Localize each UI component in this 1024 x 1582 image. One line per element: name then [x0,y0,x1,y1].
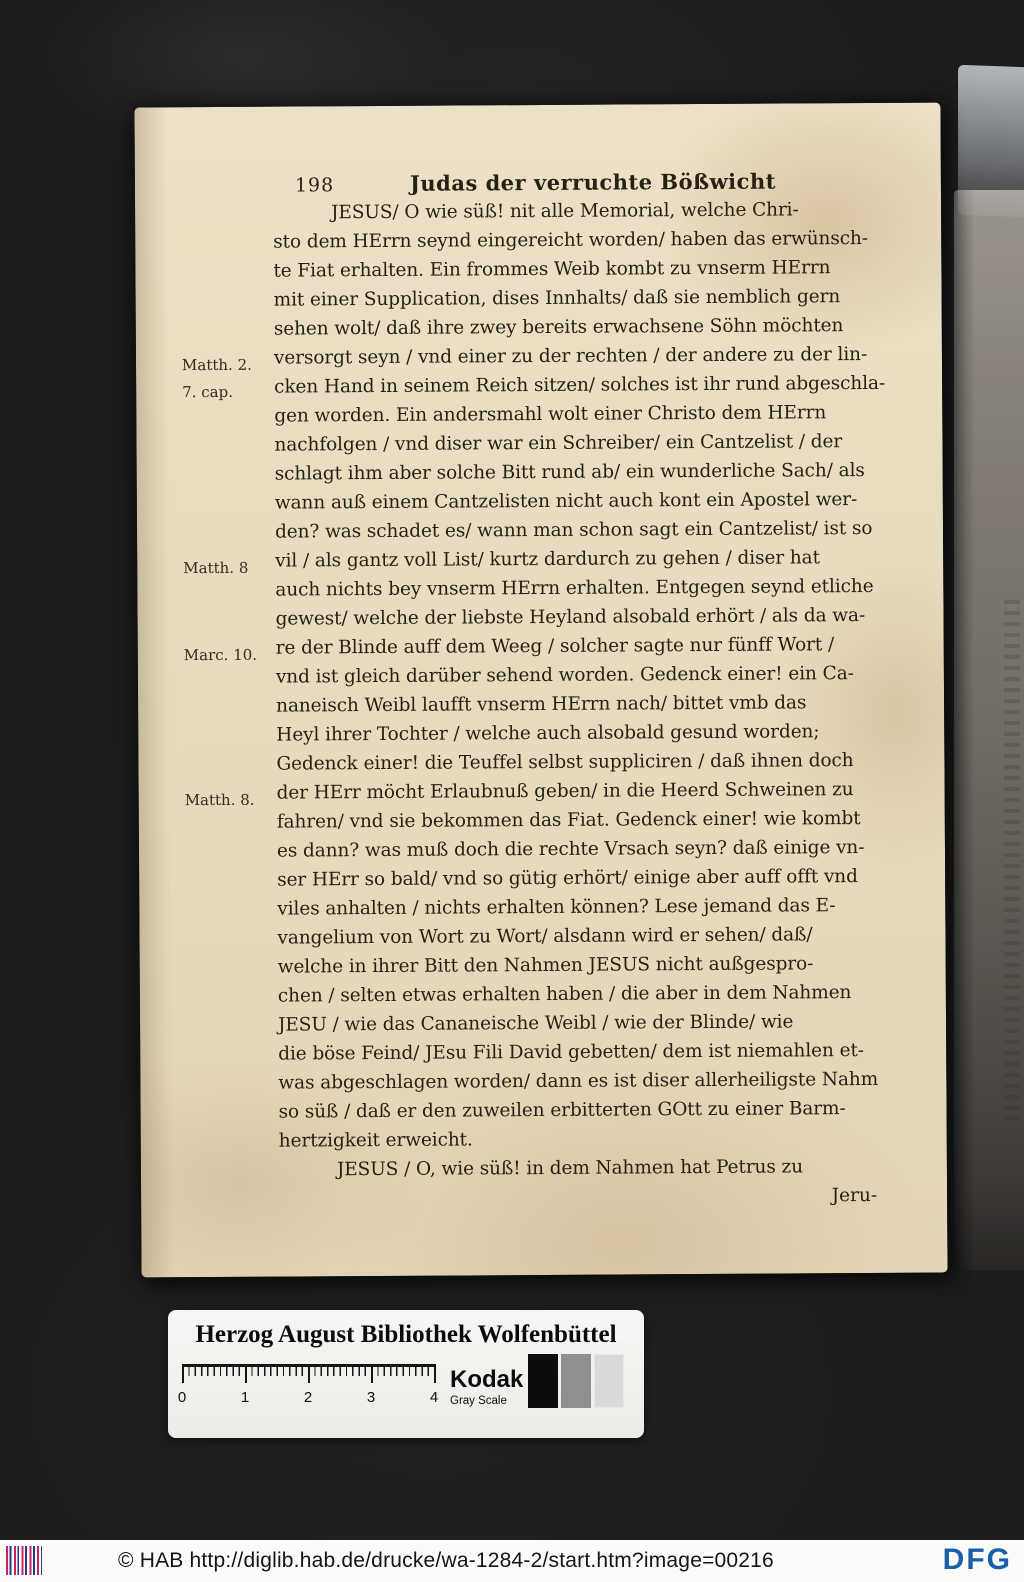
text-line: der HErr möcht Erlaubnuß geben/ in die Heerd Schweinen zu [276,779,854,804]
text-line: Gedenck einer! die Teuffel selbst suppliciren / daß ihnen doch [276,750,854,775]
text-line: auch nichts bey vnserm HErrn erhalten. Entgegen seynd etliche [275,575,874,601]
ruler [177,1364,439,1418]
text-line: JESUS / O, wie süß! in dem Nahmen hat Petrus zu [336,1156,804,1181]
text-line: naneisch Weibl laufft vnserm HErrn nach/ bittet vmb das [276,692,807,717]
text-line: welche in ihrer Bitt den Nahmen JESUS nicht außgespro- [277,953,814,978]
ruler-number: 0 [177,1389,187,1406]
color-barcode [6,1546,42,1575]
text-line: schlagt ihm aber solche Bitt rund ab/ ein wunderliche Sach/ als [274,460,865,485]
text-line: sehen wolt/ daß ihre zwey bereits erwachsene Söhn möchten [273,315,844,340]
margin-note: Matth. 2. [181,355,252,375]
margin-notes [180,107,279,1278]
margin-note: 7. cap. [182,382,234,402]
running-title: Judas der verruchte Bößwicht [409,168,776,196]
text-line: chen / selten etwas erhalten haben / die aber in dem Nahmen [277,982,852,1007]
library-name: Herzog August Bibliothek Wolfenbüttel [195,1321,617,1348]
body-text [273,195,911,1185]
margin-note: Matth. 8. [184,790,255,810]
text-line: die böse Feind/ JEsu Fili David gebetten/ dem ist niemahlen et- [278,1040,864,1065]
text-line: es dann? was muß doch die rechte Vrsach seyn? daß einige vn- [276,837,865,862]
show-through-text-marks [1004,600,1020,1120]
text-line: Heyl ihrer Tochter / welche auch alsobald gesund worden; [276,721,820,746]
text-line: sto dem HErrn seynd eingereicht worden/ haben das erwünsch- [273,227,868,253]
text-line: versorgt seyn / vnd einer zu der rechten / der andere zu der lin- [273,344,868,369]
kodak-label-block [450,1366,523,1407]
gray-patch-black [528,1354,558,1408]
ruler-major-ticks [182,1364,436,1383]
text-line: vangelium von Wort zu Wort/ alsdann wird er sehen/ daß/ [277,924,813,949]
text-line: JESU / wie das Cananeische Weibl / wie der Blinde/ wie [277,1011,794,1036]
text-line: vil / als gantz voll List/ kurtz dardurch zu gehen / diser hat [275,547,820,572]
margin-note: Marc. 10. [183,645,258,665]
ruler-number: 4 [429,1389,439,1406]
page-number: 198 [294,174,335,197]
text-line: re der Blinde auff dem Weeg / solcher sagte nur fünff Wort / [275,634,835,659]
copyright-url: © HAB http://diglib.hab.de/drucke/wa-1284-2/start.htm?image=00216 [118,1549,774,1572]
text-line: nachfolgen / vnd diser war ein Schreiber/ ein Cantzelist / der [274,431,843,456]
text-line: den? was schadet es/ wann man schon sagt ein Cantzelist/ ist so [274,517,873,543]
body-text-block [273,195,911,1214]
text-line: fahren/ vnd sie bekommen das Fiat. Gedenck einer! wie kombt [276,808,861,833]
text-line: so süß / daß er den zuweilen erbitterten GOtt zu einer Barm- [278,1098,846,1123]
text-line: ser HErr so bald/ vnd so gütig erhört/ einige aber auff offt vnd [277,866,858,891]
dfg-logo: DFG [942,1543,1012,1576]
text-line: was abgeschlagen worden/ dann es ist diser allerheiligste Nahm [278,1068,879,1094]
text-line: viles anhalten / nichts erhalten können? Lese jemand das E- [277,895,836,920]
ruler-number: 1 [240,1389,250,1406]
text-line: JESUS/ O wie süß! nit alle Memorial, welche Chri- [331,199,799,224]
text-line: vnd ist gleich darüber sehend worden. Gedenck einer! ein Ca- [275,663,854,688]
gray-patch-light [594,1354,624,1408]
ruler-number: 3 [366,1389,376,1406]
page-holder-strip [958,65,1024,217]
footer-bar [0,1540,1024,1582]
ruler-numbers [175,1389,441,1406]
text-line: cken Hand in seinem Reich sitzen/ solches ist ihr rund abgeschla- [274,372,886,398]
text-line: gewest/ welche der liebste Heyland alsobald erhört / als da wa- [275,605,866,630]
gray-scale-card [168,1310,644,1438]
gray-scale-label: Gray Scale [450,1395,507,1407]
text-line: gen worden. Ein andersmahl wolt einer Christo dem HErrn [274,402,827,427]
catchword: Jeru- [831,1184,878,1207]
kodak-label: Kodak [450,1366,524,1393]
gray-scale-patches [528,1354,624,1408]
text-line: hertzigkeit erweicht. [278,1129,473,1152]
text-line: wann auß einem Cantzelisten nicht auch kont ein Apostel wer- [274,489,858,514]
book-page [134,103,947,1278]
ruler-number: 2 [303,1389,313,1406]
gray-patch-mid [561,1354,591,1408]
text-line: mit einer Supplication, dises Innhalts/ daß sie nemblich gern [273,286,841,311]
margin-note: Matth. 8 [183,558,249,578]
text-line: te Fiat erhalten. Ein frommes Weib kombt zu vnserm HErrn [273,257,831,282]
